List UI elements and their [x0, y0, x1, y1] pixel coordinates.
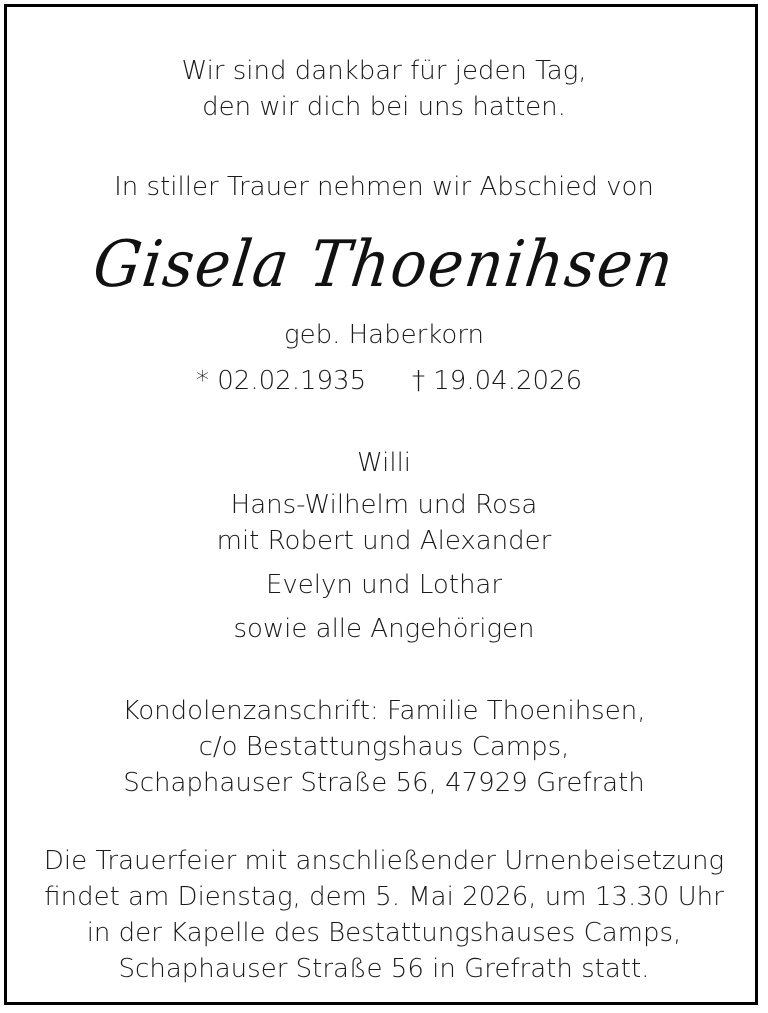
intro-line-1: Wir sind dankbar für jeden Tag,	[181, 56, 587, 86]
ceremony-line: Die Trauerfeier mit anschließender Urnenbeisetzung	[43, 846, 725, 876]
ceremony-line: Schaphauser Straße 56 in Grefrath statt.	[118, 954, 650, 984]
condolence-line: Kondolenzanschrift: Familie Thoenihsen,	[122, 696, 646, 726]
ceremony-line: findet am Dienstag, dem 5. Mai 2026, um 13.30 Uhr	[44, 882, 724, 912]
mourner-line: Evelyn und Lothar	[265, 570, 503, 600]
deceased-name: Gisela Thoenihsen	[89, 228, 679, 302]
condolence-line: c/o Bestattungshaus Camps,	[198, 732, 570, 762]
mourner-line: sowie alle Angehörigen	[233, 614, 535, 644]
intro-line-2: den wir dich bei uns hatten.	[202, 92, 566, 122]
maiden-name: geb. Haberkorn	[283, 320, 485, 350]
mourner-line: mit Robert und Alexander	[216, 526, 552, 556]
condolence-line: Schaphauser Straße 56, 47929 Grefrath	[123, 768, 645, 798]
mourner-line: Willi	[356, 448, 412, 478]
death-date: † 19.04.2026	[412, 366, 583, 396]
farewell-line: In stiller Trauer nehmen wir Abschied von	[114, 172, 654, 202]
mourner-line: Hans-Wilhelm und Rosa	[230, 490, 538, 520]
birth-date: * 02.02.1935	[196, 366, 367, 396]
ceremony-line: in der Kapelle des Bestattungshauses Camps,	[86, 918, 682, 948]
